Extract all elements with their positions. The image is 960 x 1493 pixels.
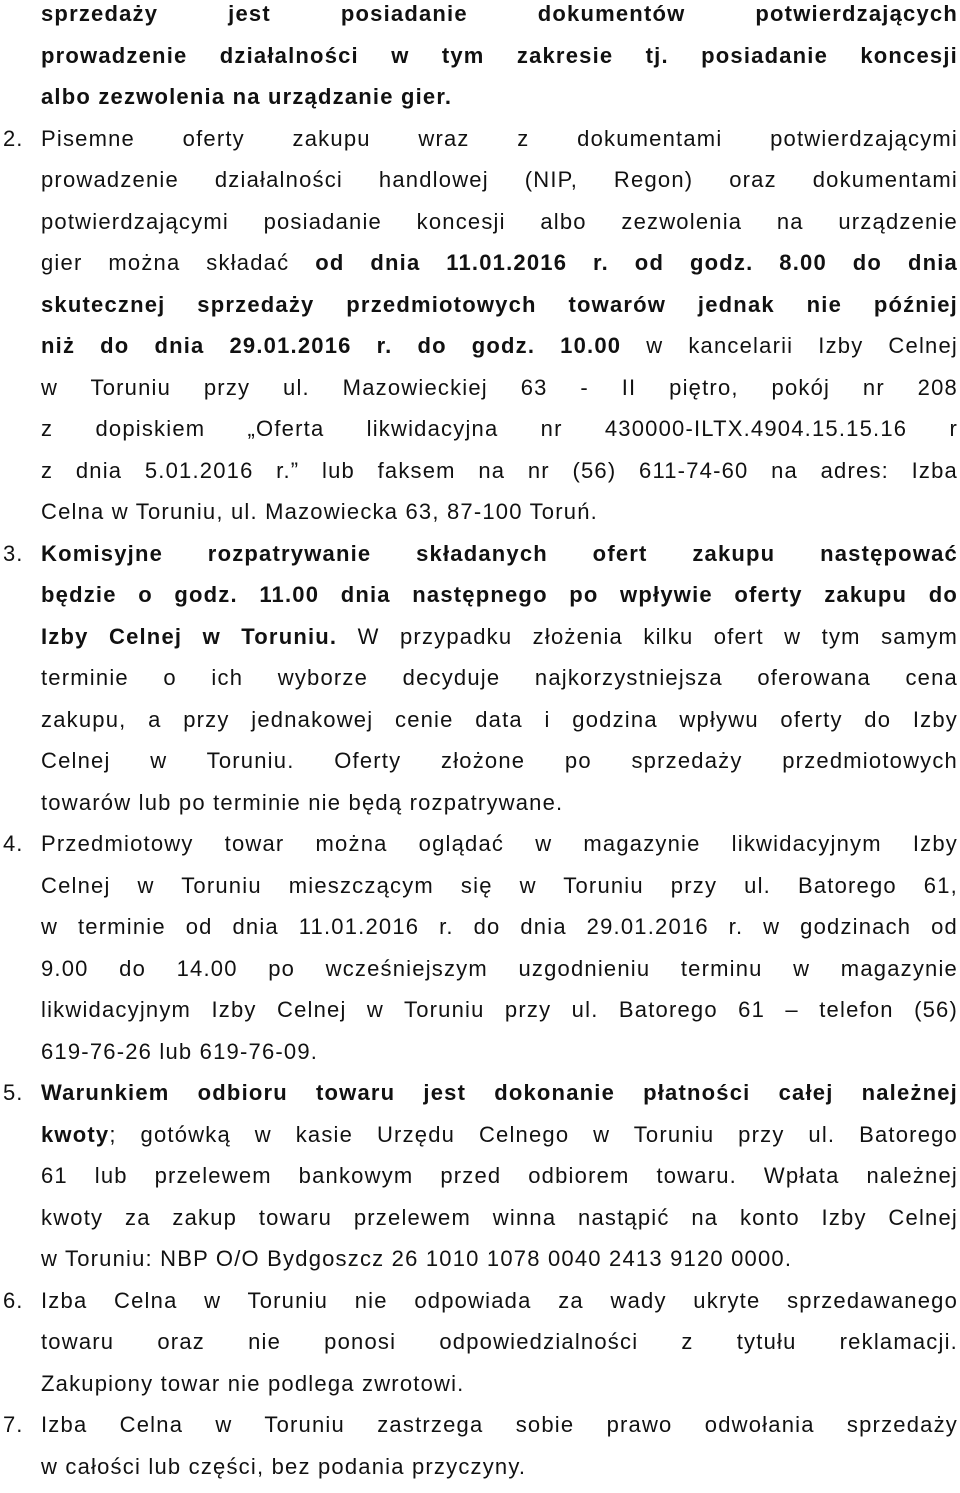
text-run: w całości lub części, bez podania przyczyny.: [41, 1454, 527, 1479]
text-line: [41, 913, 958, 941]
text-run: w kancelarii Izby Celnej: [621, 333, 958, 358]
list-number: 7.: [3, 1412, 24, 1437]
text-line: [41, 706, 958, 734]
text-run: potwierdzającymi posiadanie koncesji albo zezwolenia na urządzenie: [41, 209, 958, 234]
text-line: [41, 0, 958, 28]
bold-text-run: od dnia 11.01.2016 r. od godz. 8.00 do dnia: [315, 250, 958, 275]
text-run: Celnej w Toruniu mieszczącym się w Toruniu przy ul. Batorego 61,: [41, 873, 958, 898]
bold-text-run: Warunkiem odbioru towaru jest dokonanie płatności całej należnej: [41, 1080, 958, 1105]
text-line: [41, 664, 958, 692]
list-number: 4.: [3, 831, 24, 856]
text-line: [41, 1453, 958, 1481]
text-line: [41, 42, 958, 70]
bold-text-run: będzie o godz. 11.00 dnia następnego po wpływie oferty zakupu do: [41, 582, 958, 607]
text-line: [41, 1121, 958, 1149]
text-line: [41, 1162, 958, 1190]
text-line: [41, 996, 958, 1024]
text-run: likwidacyjnym Izby Celnej w Toruniu przy ul. Batorego 61 – telefon (56): [41, 997, 958, 1022]
text-line: [41, 581, 958, 609]
text-line: [41, 747, 958, 775]
text-line: [41, 415, 958, 443]
bold-text-run: prowadzenie działalności w tym zakresie tj. posiadanie koncesji: [41, 43, 958, 68]
text-line: [41, 1287, 958, 1315]
bold-text-run: sprzedaży jest posiadanie dokumentów potwierdzających: [41, 1, 958, 26]
text-line: [41, 208, 958, 236]
text-run: z dnia 5.01.2016 r.” lub faksem na nr (56) 611-74-60 na adres: Izba: [41, 458, 958, 483]
text-run: 61 lub przelewem bankowym przed odbiorem towaru. Wpłata należnej: [41, 1163, 958, 1188]
text-line: [41, 1370, 958, 1398]
text-line: [41, 332, 958, 360]
bold-text-run: Komisyjne rozpatrywanie składanych ofert zakupu następować: [41, 541, 958, 566]
bold-text-run: Izby Celnej w Toruniu.: [41, 624, 338, 649]
text-run: w terminie od dnia 11.01.2016 r. do dnia 29.01.2016 r. w godzinach od: [41, 914, 958, 939]
text-run: w Toruniu: NBP O/O Bydgoszcz 26 1010 1078 0040 2413 9120 0000.: [41, 1246, 793, 1271]
text-line: [41, 249, 958, 277]
bold-text-run: skutecznej sprzedaży przedmiotowych towarów jednak nie później: [41, 292, 958, 317]
list-number: 5.: [3, 1080, 24, 1105]
text-line: [41, 1411, 958, 1439]
text-run: Przedmiotowy towar można oglądać w magazynie likwidacyjnym Izby: [41, 831, 958, 856]
text-run: gier można składać: [41, 250, 316, 275]
text-run: Pisemne oferty zakupu wraz z dokumentami potwierdzającymi: [41, 126, 958, 151]
text-line: [41, 125, 958, 153]
text-line: [41, 955, 958, 983]
list-number: 6.: [3, 1288, 24, 1313]
text-run: terminie o ich wyborze decyduje najkorzystniejsza oferowana cena: [41, 665, 958, 690]
text-run: z dopiskiem „Oferta likwidacyjna nr 430000-ILTX.4904.15.15.16 r: [41, 416, 958, 441]
text-run: W przypadku złożenia kilku ofert w tym samym: [337, 624, 958, 649]
text-run: 9.00 do 14.00 po wcześniejszym uzgodnieniu terminu w magazynie: [41, 956, 958, 981]
text-line: [41, 789, 958, 817]
text-line: [41, 1038, 958, 1066]
text-line: [41, 623, 958, 651]
text-run: kwoty za zakup towaru przelewem winna nastąpić na konto Izby Celnej: [41, 1205, 958, 1230]
text-line: [41, 498, 958, 526]
text-run: towarów lub po terminie nie będą rozpatrywane.: [41, 790, 564, 815]
bold-text-run: kwoty: [41, 1122, 110, 1147]
text-line: [41, 830, 958, 858]
text-line: [41, 374, 958, 402]
text-line: [41, 166, 958, 194]
text-line: [41, 1245, 958, 1273]
text-run: Celnej w Toruniu. Oferty złożone po sprzedaży przedmiotowych: [41, 748, 958, 773]
bold-text-run: albo zezwolenia na urządzanie gier.: [41, 84, 453, 109]
text-run: Izba Celna w Toruniu nie odpowiada za wady ukryte sprzedawanego: [41, 1288, 958, 1313]
text-run: Celna w Toruniu, ul. Mazowiecka 63, 87-100 Toruń.: [41, 499, 598, 524]
text-line: [41, 291, 958, 319]
text-run: 619-76-26 lub 619-76-09.: [41, 1039, 319, 1064]
text-line: [41, 872, 958, 900]
text-run: w Toruniu przy ul. Mazowieckiej 63 - II piętro, pokój nr 208: [41, 375, 958, 400]
text-run: Izba Celna w Toruniu zastrzega sobie prawo odwołania sprzedaży: [41, 1412, 958, 1437]
bold-text-run: niż do dnia 29.01.2016 r. do godz. 10.00: [41, 333, 622, 358]
text-run: zakupu, a przy jednakowej cenie data i godzina wpływu oferty do Izby: [41, 707, 958, 732]
text-line: [41, 1328, 958, 1356]
text-line: [41, 1079, 958, 1107]
text-line: [41, 457, 958, 485]
text-run: Zakupiony towar nie podlega zwrotowi.: [41, 1371, 465, 1396]
text-line: [41, 83, 958, 111]
text-line: [41, 540, 958, 568]
text-run: ; gotówką w kasie Urzędu Celnego w Toruniu przy ul. Batorego: [109, 1122, 958, 1147]
text-run: prowadzenie działalności handlowej (NIP, Regon) oraz dokumentami: [41, 167, 958, 192]
list-number: 2.: [3, 126, 24, 151]
text-line: [41, 1204, 958, 1232]
list-number: 3.: [3, 541, 24, 566]
text-run: towaru oraz nie ponosi odpowiedzialności z tytułu reklamacji.: [41, 1329, 958, 1354]
